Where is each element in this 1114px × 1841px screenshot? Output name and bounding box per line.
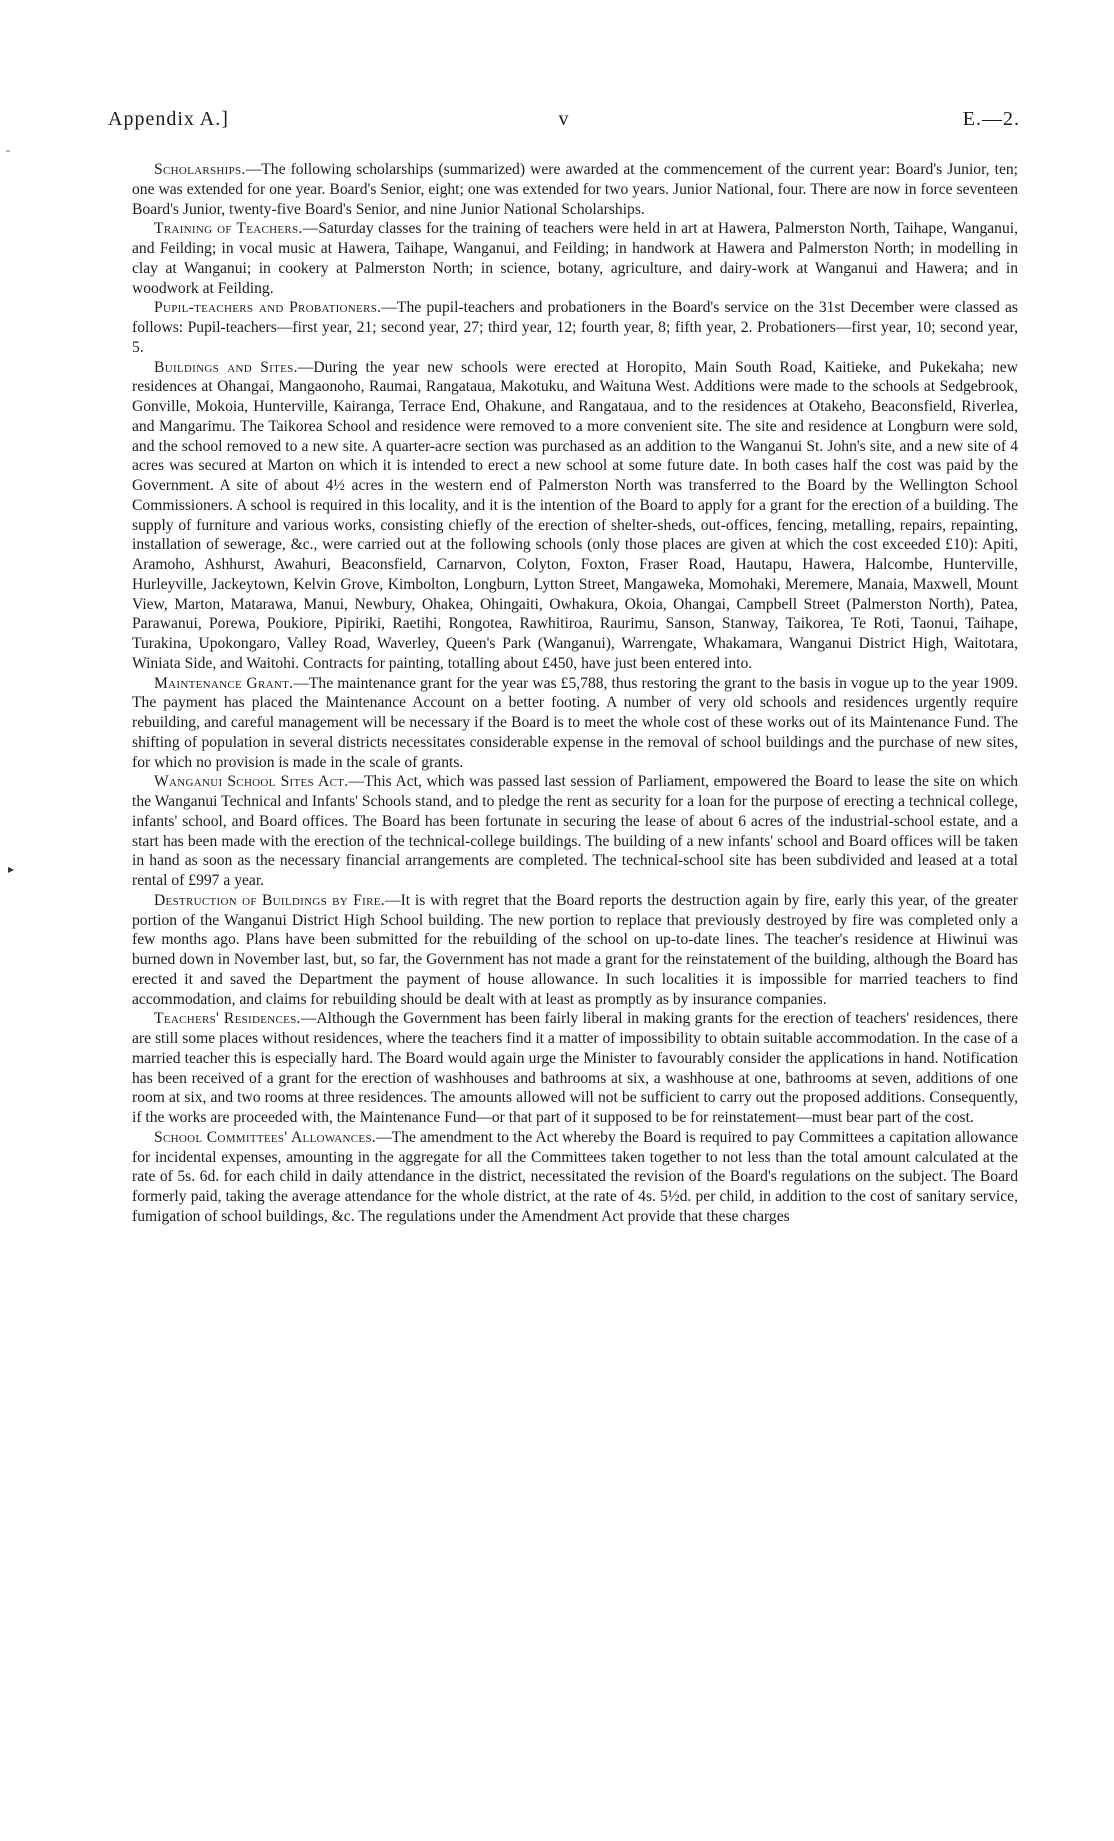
section-heading: Buildings and Sites. xyxy=(154,358,298,376)
paragraph-buildings-and-sites xyxy=(132,358,1018,674)
section-heading: Teachers' Residences. xyxy=(154,1010,301,1028)
paragraph-text: —The pupil-teachers and probationers in the Board's service on the 31st December were classed as follows: Pupil-teachers—first year, 21; second year, 27; third year, 12; fourth year, 8; fifth year, 2. Probationers—first year, 10; second year, 5. xyxy=(132,299,1018,356)
paragraph-text: —It is with regret that the Board reports the destruction again by fire, early this year, of the greater portion of the Wanganui District High School building. The new portion to replace that previously destroyed by fire was completed only a few months ago. Plans have been submitted for the rebuilding of the school on up-to-date lines. The teacher's residence at Hiwinui was burned down in November last, but, so far, the Government has not made a grant for the reinstatement of the building, although the Board has erected it and saved the Department the payment of house allowance. In such localities it is impossible for married teachers to find accommodation, and claims for rebuilding should be dealt with at least as promptly as by insurance companies. xyxy=(132,891,1018,1008)
section-heading: Destruction of Buildings by Fire. xyxy=(154,891,385,909)
header-page-number: v xyxy=(558,108,570,130)
header-report-code: E.—2. xyxy=(962,108,1020,130)
paragraph-training-of-teachers xyxy=(132,219,1018,298)
paragraph-wanganui-school-sites-act xyxy=(132,772,1018,891)
paragraph-text: —Although the Government has been fairly liberal in making grants for the erection of teachers' residences, there are still some places without residences, where the teachers find it a matter of impossibility to obtain suitable accommodation. In the case of a married teacher this is especially hard. The Board would again urge the Minister to favourably consider the applications in hand. Notification has been received of a grant for the erection of washhouses and bathrooms at six, a washhouse at one, bathrooms at seven, additions of one room at six, and two rooms at three residences. The amounts allowed will not be sufficient to carry out the proposed additions. Consequently, if the works are proceeded with, the Maintenance Fund—or that part of it supposed to be for reinstatement—must bear part of the cost. xyxy=(132,1010,1018,1126)
paragraph-school-committees-allowances xyxy=(132,1128,1018,1227)
section-heading: Pupil-teachers and Probationers. xyxy=(154,299,382,317)
section-heading: School Committees' Allowances. xyxy=(154,1128,377,1146)
paragraph-text: —This Act, which was passed last session of Parliament, empowered the Board to lease the site on which the Wanganui Technical and Infants' Schools stand, and to pledge the rent as security for a loan for the purpose of erecting a technical college, infants' school, and Board offices. The Board has been fortunate in securing the lease of about 6 acres of the industrial-school estate, and a start has been made with the erection of the technical-college buildings. The building of a new infants' school and Board offices will be taken in hand as soon as the necessary financial arrangements are completed. The technical-school site has been subdivided and leased at a total rental of £997 a year. xyxy=(132,773,1018,889)
paragraph-scholarships xyxy=(132,160,1018,219)
section-heading: Maintenance Grant. xyxy=(154,674,294,692)
section-heading: Training of Teachers. xyxy=(154,220,303,238)
paragraph-text: —During the year new schools were erected at Horopito, Main South Road, Kaitieke, and Pukekaha; new residences at Ohangai, Mangaonoho, Raumai, Rangataua, Makotuku, and Waituna West. Additions were made to the schools at Sedgebrook, Gonville, Mokoia, Hunterville, Kairanga, Terrace End, Ohakune, and Rangataua, and to the residences at Otakeho, Beaconsfield, Riverlea, and Mangarimu. The Taikorea School and residence were removed to a more convenient site. The site and residence at Longburn were sold, and the school removed to a new site. A quarter-acre section was purchased as an addition to the Wanganui St. John's site, and a new site of 4 acres was secured at Marton on which it is intended to erect a new school at some future date. In both cases half the cost was paid by the Government. A site of about 4½ acres in the western end of Palmerston North was transferred to the Board by the Wellington School Commissioners. A school is required in this locality, and it is the intention of the Board to apply for a grant for the erection of a building. The supply of furniture and various works, consisting chiefly of the erection of shelter-sheds, out-offices, fencing, metalling, repairs, repainting, installation of sewerage, &c., were carried out at the following schools (only those places are given at which the cost exceeded £10): Apiti, Aramoho, Ashhurst, Awahuri, Beaconsfield, Carnarvon, Colyton, Foxton, Fraser Road, Hautapu, Hawera, Halcombe, Hunterville, Hurleyville, Jackeytown, Kelvin Grove, Kimbolton, Longburn, Lytton Street, Mangaweka, Momohaki, Meremere, Manaia, Maxwell, Mount View, Marton, Matarawa, Manui, Newbury, Ohakea, Ohingaiti, Owhakura, Okoia, Ohangai, Campbell Street (Palmerston North), Patea, Parawanui, Porewa, Poukiore, Pipiriki, Raetihi, Rongotea, Rawhitiroa, Raurimu, Sanson, Stanway, Taikorea, Te Roti, Taonui, Taihape, Turakina, Upokongaro, Valley Road, Waverley, Queen's Park (Wanganui), Warrengate, Whakamara, Wanganui District High, Waitotara, Winiata Side, and Waitohi. Contracts for painting, totalling about £450, have just been entered into. xyxy=(132,358,1018,672)
body-text xyxy=(132,160,1018,1227)
paragraph-destruction-by-fire xyxy=(132,891,1018,1010)
header-appendix-label: Appendix A.] xyxy=(108,108,229,130)
paragraph-text: —The maintenance grant for the year was £5,788, thus restoring the grant to the basis in vogue up to the year 1909. The payment has placed the Maintenance Account on a better footing. A number of very old schools and residences urgently require rebuilding, and careful management will be necessary if the Board is to meet the whole cost of these works out of its Maintenance Fund. The shifting of population in several districts necessitates considerable expense in the removal of school buildings and the purchase of new sites, for which no provision is made in the scale of grants. xyxy=(132,674,1018,771)
paragraph-maintenance-grant xyxy=(132,674,1018,773)
margin-tick-mark: - xyxy=(6,143,10,157)
margin-arrow-mark: ▸ xyxy=(8,862,15,876)
paragraph-text: —The amendment to the Act whereby the Board is required to pay Committees a capitation allowance for incidental expenses, amounting in the aggregate for all the Committees taken together to not less than the total amount calculated at the rate of 5s. 6d. for each child in daily attendance in the district, necessitated the revision of the Board's regulations on the subject. The Board formerly paid, taking the average attendance for the whole district, at the rate of 4s. 5½d. per child, in addition to the cost of sanitary service, fumigation of school buildings, &c. The regulations under the Amendment Act provide that these charges xyxy=(132,1128,1019,1225)
section-heading: Scholarships. xyxy=(154,161,246,178)
paragraph-pupil-teachers xyxy=(132,298,1018,357)
section-heading: Wanganui School Sites Act. xyxy=(154,773,349,791)
page-header xyxy=(108,108,1020,138)
paragraph-teachers-residences xyxy=(132,1009,1018,1128)
paragraph-text: —Saturday classes for the training of teachers were held in art at Hawera, Palmerston North, Taihape, Wanganui, and Feilding; in vocal music at Hawera, Taihape, Wanganui, and Feilding; in handwork at Hawera and Palmerston North; in modelling in clay at Wanganui; in cookery at Palmerston North; in science, botany, agriculture, and dairy-work at Wanganui and Hawera; and in woodwork at Feilding. xyxy=(132,220,1018,297)
paragraph-text: —The following scholarships (summarized) were awarded at the commencement of the current year: Board's Junior, ten; one was extended for one year. Board's Senior, eight; one was extended for two years. Junior National, four. There are now in force seventeen Board's Junior, twenty-five Board's Senior, and nine Junior National Scholarships. xyxy=(132,161,1018,218)
